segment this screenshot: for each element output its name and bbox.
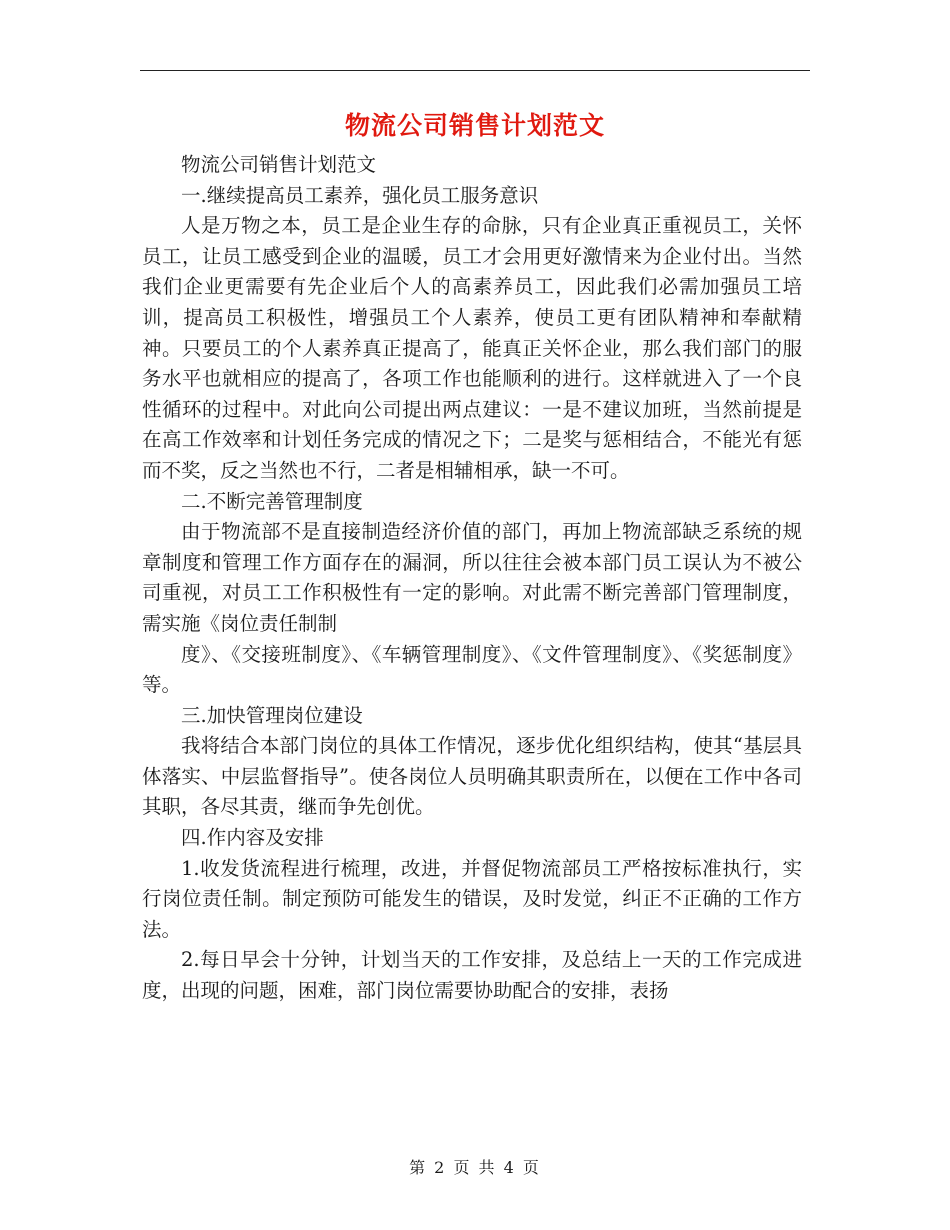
heading-section-3: 三.加快管理岗位建设 (181, 703, 363, 727)
list-item: 2.每日早会十分钟，计划当天的工作安排，及总结上一天的工作完成进度，出现的问题，困难，部门岗位需要协助配合的安排，表扬 (142, 948, 802, 1003)
page-number: 第 2 页 共 4 页 (409, 1158, 541, 1177)
list-item: 1.收发货流程进行梳理，改进，并督促物流部员工严格按标准执行，实行岗位责任制。制定预防可能发生的错误，及时发觉，纠正不正确的工作方法。 (142, 856, 802, 941)
paragraph: 人是万物之本，员工是企业生存的命脉，只有企业真正重视员工，关怀员工，让员工感受到企业的温暖，员工才会用更好激情来为企业付出。当然我们企业更需要有先企业后个人的高素养员工，因此我们必需加强员工培训，提高员工积极性，增强员工个人素养，使员工更有团队精神和奉献精神。只要员工的个人素养真正提高了，能真正关怀企业，那么我们部门的服务水平也就相应的提高了，各项工作也能顺利的进行。这样就进入了一个良性循环的过程中。对此向公司提出两点建议：一是不建议加班，当然前提是在高工作效率和计划任务完成的情况之下；二是奖与惩相结合，不能光有惩而不奖，反之当然也不行，二者是相辅相承，缺一不可。 (142, 214, 802, 482)
document-title: 物流公司销售计划范文 (344, 111, 605, 140)
header-rule (140, 70, 810, 71)
paragraph: 由于物流部不是直接制造经济价值的部门，再加上物流部缺乏系统的规章制度和管理工作方面存在的漏洞，所以往往会被本部门员工误认为不被公司重视，对员工工作积极性有一定的影响。对此需不断完善部门管理制度，需实施《岗位责任制制 (142, 520, 802, 635)
document-body (142, 150, 802, 1007)
heading-section-2: 二.不断完善管理制度 (181, 489, 363, 513)
heading-section-4: 四.作内容及安排 (181, 826, 324, 850)
paragraph: 我将结合本部门岗位的具体工作情况，逐步优化组织结构，使其“基层具体落实、中层监督指导”。使各岗位人员明确其职责所在，以便在工作中各司其职，各尽其责，继而争先创优。 (142, 734, 802, 819)
paragraph: 度》、《交接班制度》、《车辆管理制度》、《文件管理制度》、《奖惩制度》等。 (142, 642, 802, 697)
heading-section-1: 一.继续提高员工素养，强化员工服务意识 (181, 183, 539, 207)
paragraph-subtitle: 物流公司销售计划范文 (181, 153, 377, 176)
